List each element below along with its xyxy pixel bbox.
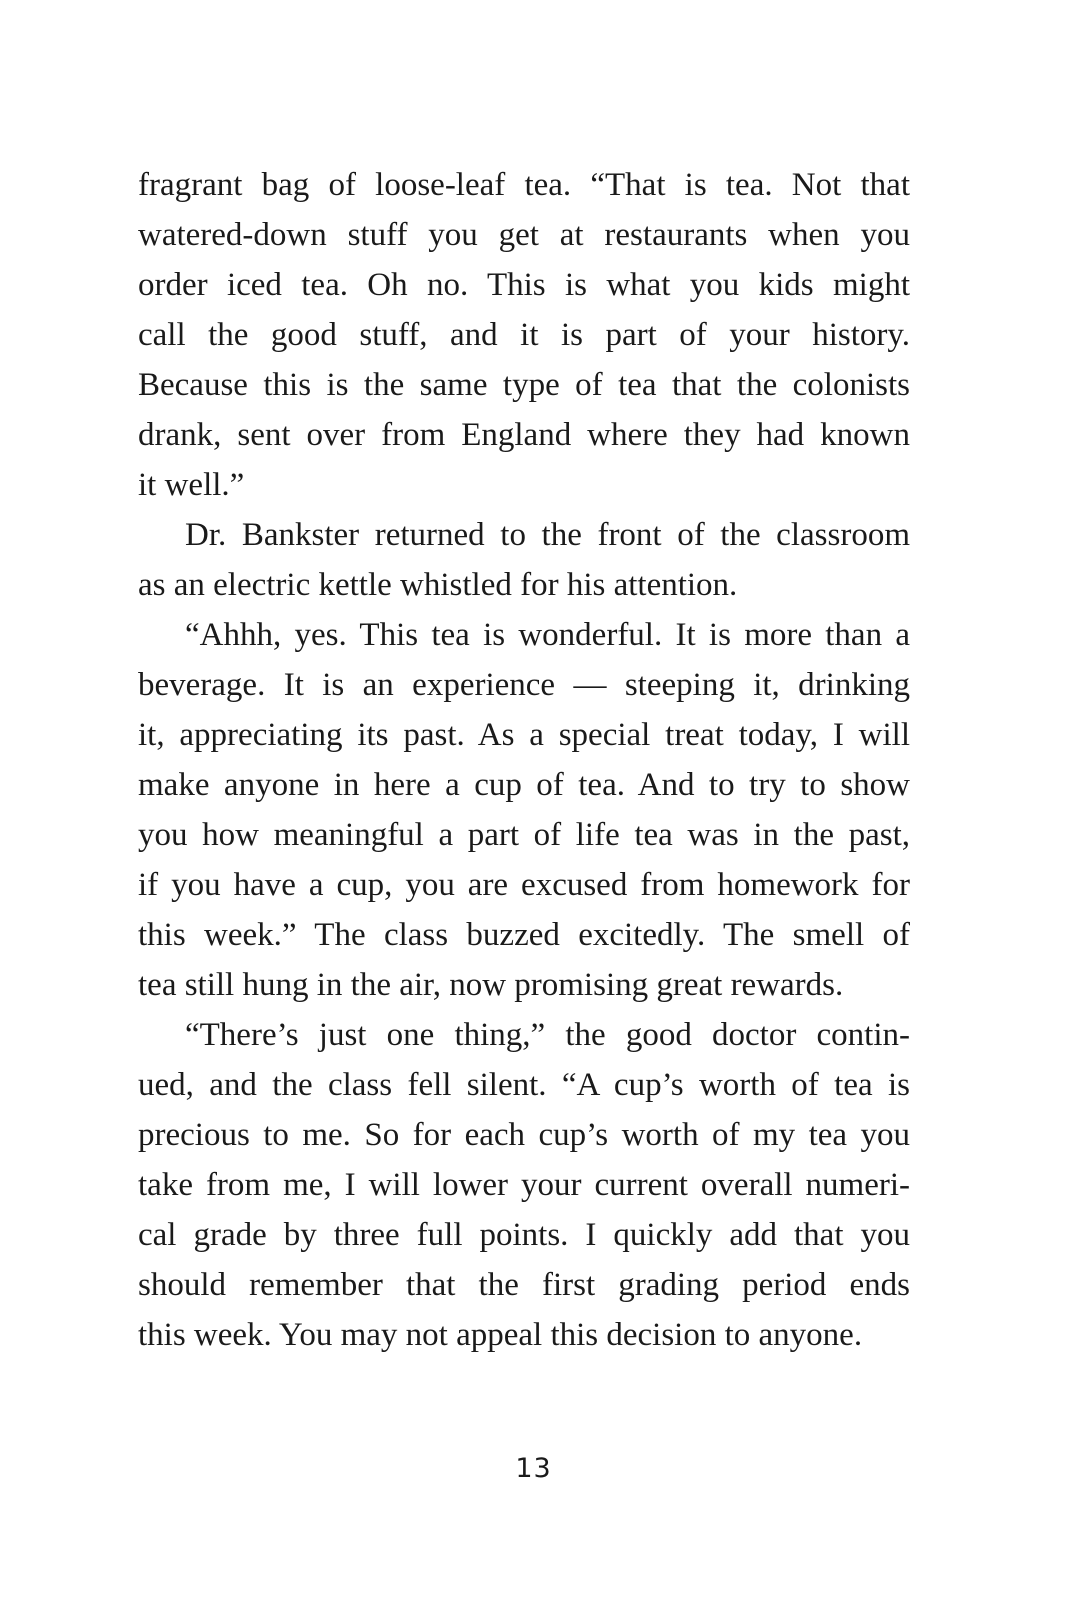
text-line: you how meaningful a part of life tea was in the past, xyxy=(138,817,910,853)
text-line: watered-down stuff you get at restaurants when you xyxy=(138,217,910,253)
text-line: beverage. It is an experience — steeping it, drinking xyxy=(138,667,910,703)
text-line: it, appreciating its past. As a special treat today, I will xyxy=(138,717,910,753)
text-line: cal grade by three full points. I quickly add that you xyxy=(138,1217,910,1253)
text-line: call the good stuff, and it is part of your history. xyxy=(138,317,910,353)
text-line: precious to me. So for each cup’s worth of my tea you xyxy=(138,1117,910,1153)
text-line: this week.” The class buzzed excitedly. The smell of xyxy=(138,917,910,953)
text-line: make anyone in here a cup of tea. And to try to show xyxy=(138,767,910,803)
text-line: take from me, I will lower your current overall numeri- xyxy=(138,1167,910,1203)
text-line: it well.” xyxy=(138,467,245,503)
text-line: ued, and the class fell silent. “A cup’s worth of tea is xyxy=(138,1067,910,1103)
text-line: order iced tea. Oh no. This is what you kids might xyxy=(138,267,910,303)
text-line: tea still hung in the air, now promising great rewards. xyxy=(138,967,844,1003)
text-line: if you have a cup, you are excused from homework for xyxy=(138,867,910,903)
body-text xyxy=(138,160,910,1360)
text-line: Because this is the same type of tea that the colonists xyxy=(138,367,910,403)
text-line: as an electric kettle whistled for his attention. xyxy=(138,567,738,603)
text-line: “Ahhh, yes. This tea is wonderful. It is more than a xyxy=(185,617,910,653)
text-line: drank, sent over from England where they had known xyxy=(138,417,910,453)
text-line: this week. You may not appeal this decision to anyone. xyxy=(138,1317,863,1353)
text-line: “There’s just one thing,” the good doctor contin- xyxy=(185,1017,910,1053)
page-number: 13 xyxy=(515,1453,552,1484)
text-line: fragrant bag of loose-leaf tea. “That is tea. Not that xyxy=(138,167,910,203)
text-line: Dr. Bankster returned to the front of the classroom xyxy=(185,517,910,553)
text-line: should remember that the first grading period ends xyxy=(138,1267,910,1303)
